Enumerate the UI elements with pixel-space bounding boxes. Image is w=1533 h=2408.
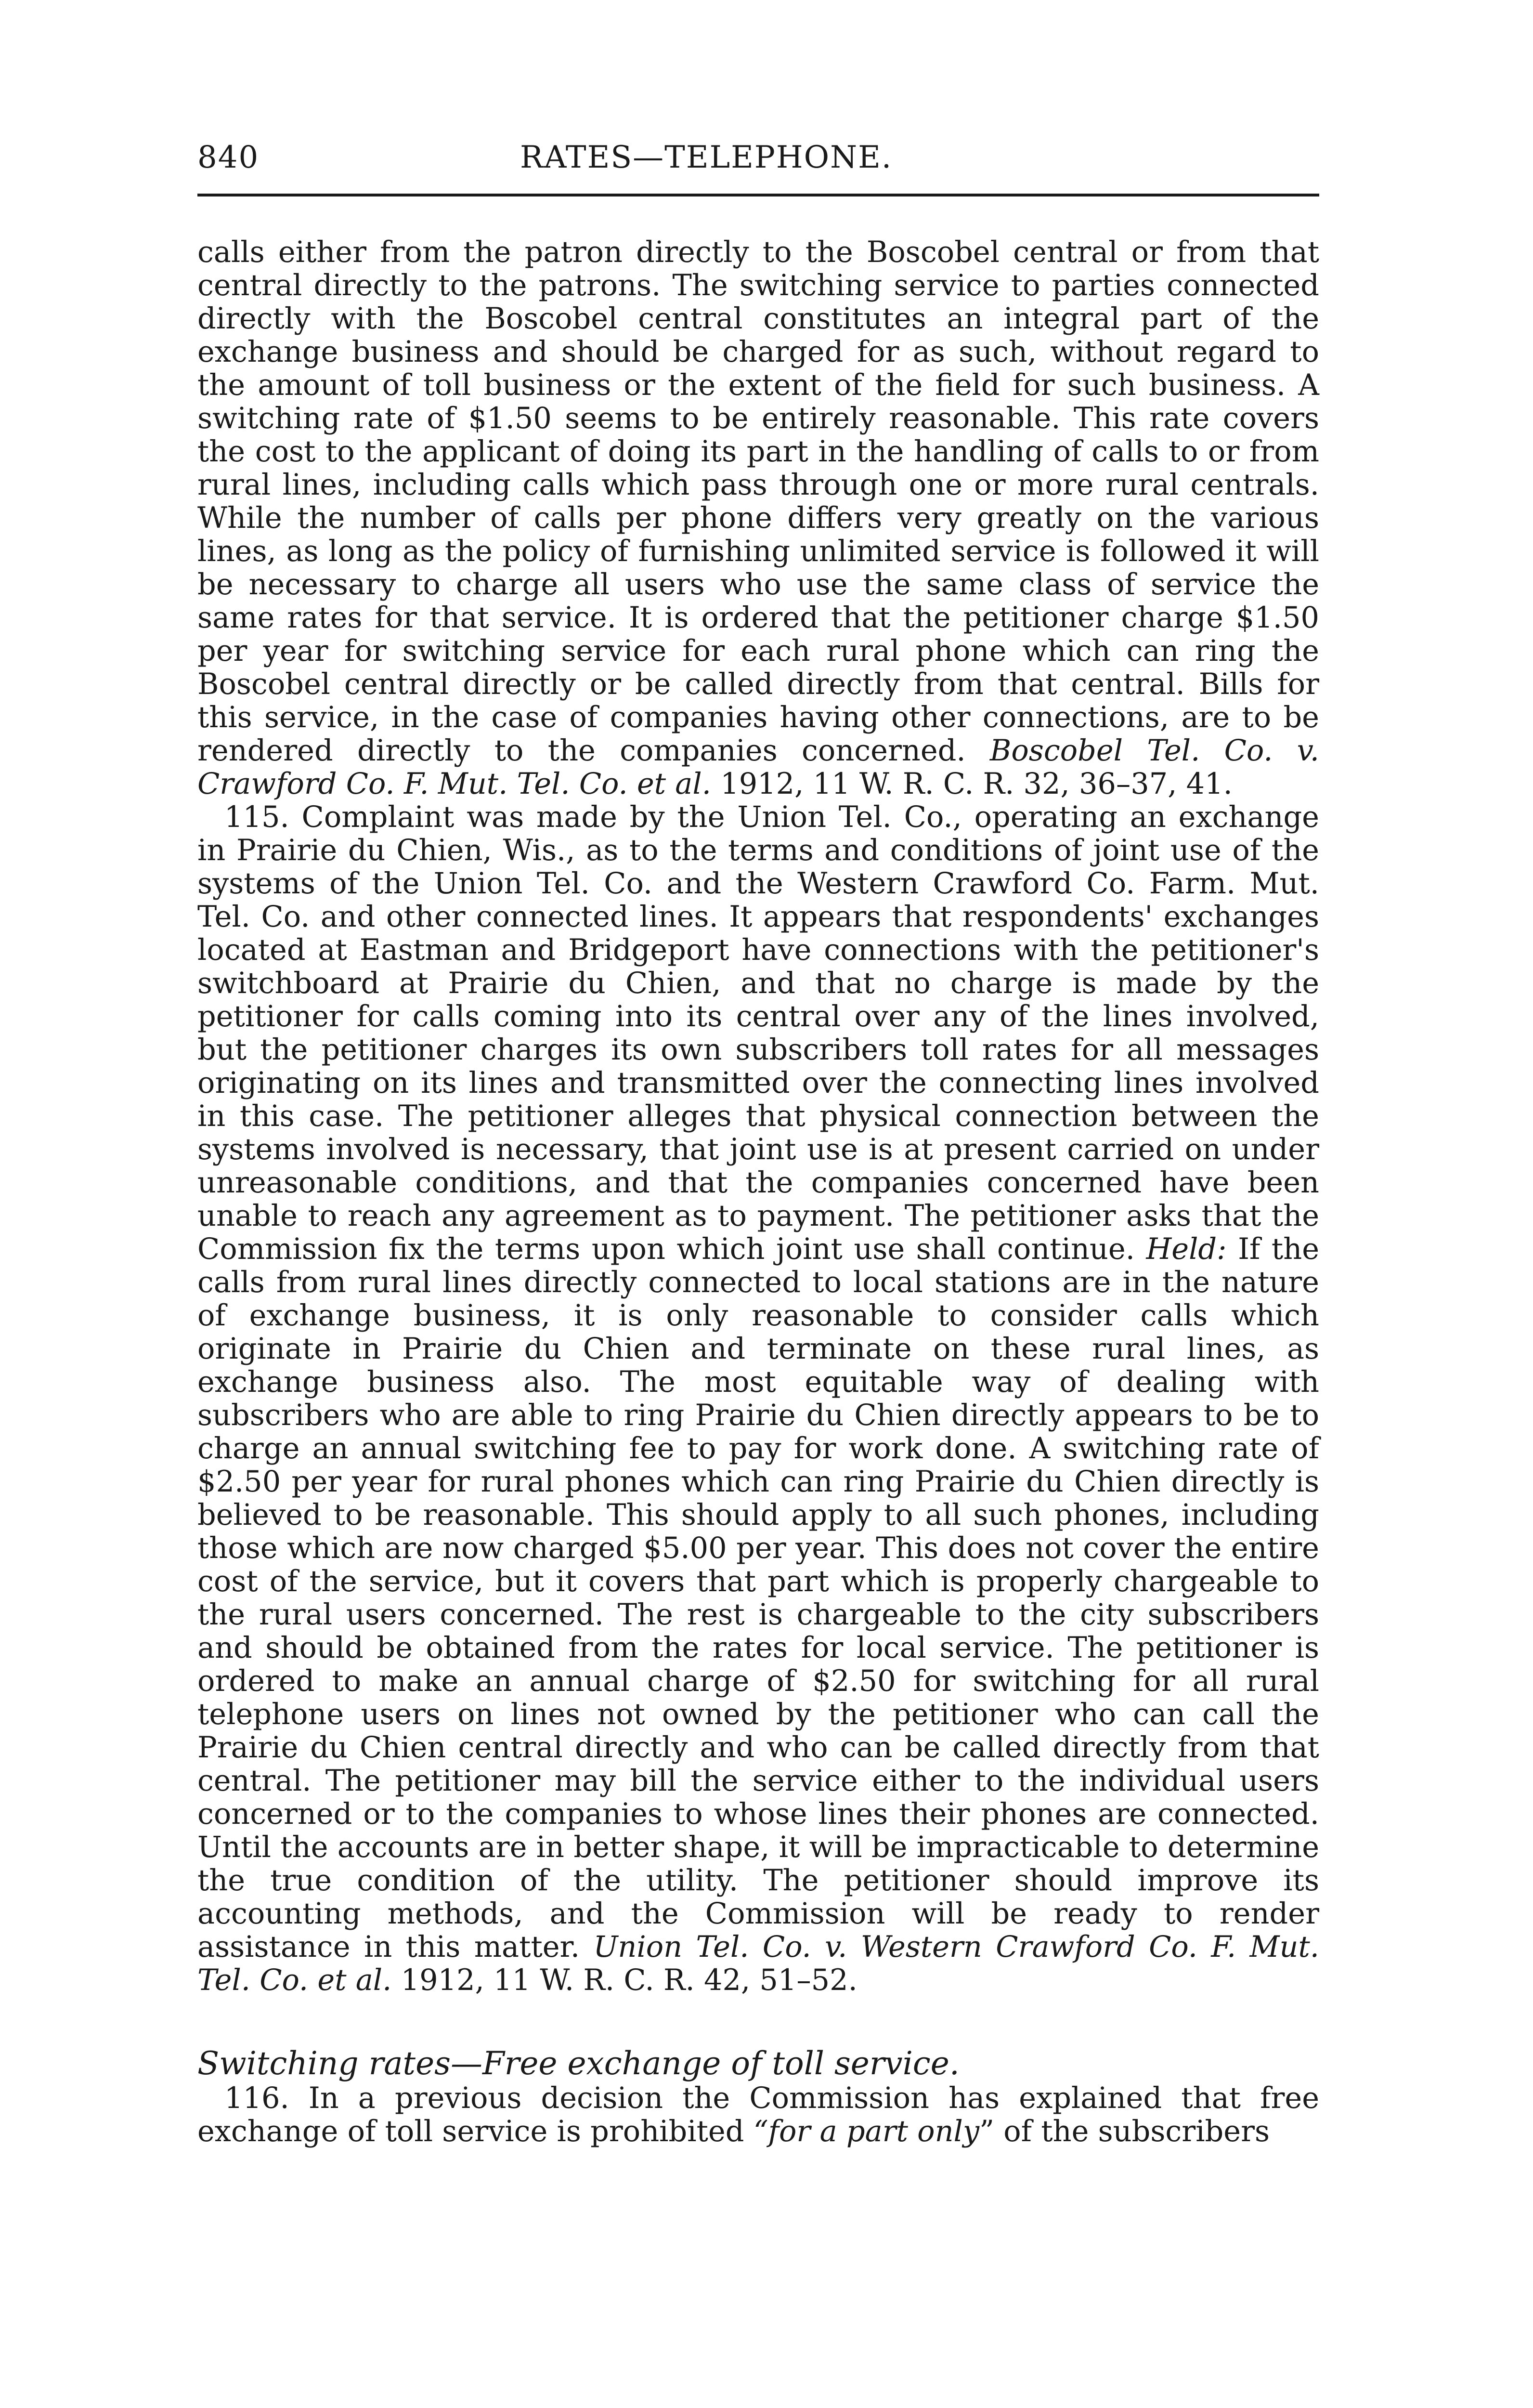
italic-quote: “for a part only — [753, 2115, 980, 2148]
document-page — [197, 140, 1320, 2148]
paragraph-text: calls either from the patron directly to the Boscobel central or from that central directly to the patrons. The switching service to parties connected directly with the Boscobel central constitutes an integral part of the exchange business and should be charged for as such, without regard to the amount of toll business or the extent of the field for such business. A switching rate of $1.50 seems to be entirely reasonable. This rate covers the cost to the applicant of doing its part in the handling of calls to or from rural lines, including calls which pass through one or more rural centrals. While the number of calls per phone differs very greatly on the various lines, as long as the policy of furnishing unlimited service is followed it will be necessary to charge all users who use the same class of service the same rates for that service. It is ordered that the petitioner charge $1.50 per year for switching service for each rural phone which can ring the Boscobel central directly or be called directly from that central. Bills for this service, in the case of companies having other connections, are to be rendered directly to the companies concerned. — [197, 236, 1319, 768]
paragraph-text: 116. In a previous decision the Commission has explained that free exchange of toll service is prohibited — [197, 2081, 1319, 2148]
header-rule — [197, 194, 1319, 196]
case-name: Boscobel Tel. Co. v. Crawford Co. F. Mut. Tel. Co. et al. — [197, 734, 1320, 801]
paragraph-115 — [197, 801, 1319, 1997]
case-citation: 1912, 11 W. R. C. R. 42, 51–52. — [401, 1963, 857, 1997]
paragraph-116 — [197, 2082, 1319, 2148]
held-label: Held: — [1146, 1232, 1227, 1266]
case-citation: 1912, 11 W. R. C. R. 32, 36–37, 41. — [720, 767, 1233, 801]
quote-close: ” — [979, 2115, 995, 2148]
page-number: 840 — [197, 140, 260, 175]
body-text — [197, 236, 1319, 2148]
paragraph-text: of the subscribers — [1003, 2115, 1270, 2148]
paragraph-continuation — [197, 236, 1319, 801]
section-heading: Switching rates—Free exchange of toll service. — [197, 2045, 960, 2082]
running-header — [197, 140, 1319, 188]
paragraph-text: If the calls from rural lines directly connected to local stations are in the nature of exchange business, it is only reasonable to consider calls which originate in Prairie du Chien and terminate on these rural lines, as exchange business also. The most equitable way of dealing with subscribers who are able to ring Prairie du Chien directly appears to be to charge an annual switching fee to pay for work done. A switching rate of $2.50 per year for rural phones which can ring Prairie du Chien directly is believed to be reasonable. This should apply to all such phones, including those which are now charged $5.00 per year. This does not cover the entire cost of the service, but it covers that part which is properly chargeable to the rural users concerned. The rest is chargeable to the city subscribers and should be obtained from the rates for local service. The petitioner is ordered to make an annual charge of $2.50 for switching for all rural telephone users on lines not owned by the petitioner who can call the Prairie du Chien central directly and who can be called directly from that central. The petitioner may bill the service either to the individual users concerned or to the companies to whose lines their phones are connected. Until the accounts are in better shape, it will be impracticable to determine the true condition of the utility. The petitioner should improve its accounting methods, and the Commission will be ready to render assistance in this matter. — [197, 1232, 1320, 1964]
paragraph-text: 115. Complaint was made by the Union Tel. Co., operating an exchange in Prairie du Chien, Wis., as to the terms and conditions of joint use of the systems of the Union Tel. Co. and the Western Crawford Co. Farm. Mut. Tel. Co. and other connected lines. It appears that respondents' exchanges located at Eastman and Bridgeport have connections with the petitioner's switchboard at Prairie du Chien, and that no charge is made by the petitioner for calls coming into its central over any of the lines involved, but the petitioner charges its own subscribers toll rates for all messages originating on its lines and transmitted over the connecting lines involved in this case. The petitioner alleges that physical connection between the systems involved is necessary, that joint use is at present carried on under unreasonable conditions, and that the companies concerned have been unable to reach any agreement as to payment. The petitioner asks that the Commission fix the terms upon which joint use shall continue. — [197, 800, 1319, 1266]
case-name: Union Tel. Co. v. Western Crawford Co. F. Mut. Tel. Co. et al. — [197, 1930, 1319, 1997]
running-title: RATES—TELEPHONE. — [520, 140, 893, 175]
